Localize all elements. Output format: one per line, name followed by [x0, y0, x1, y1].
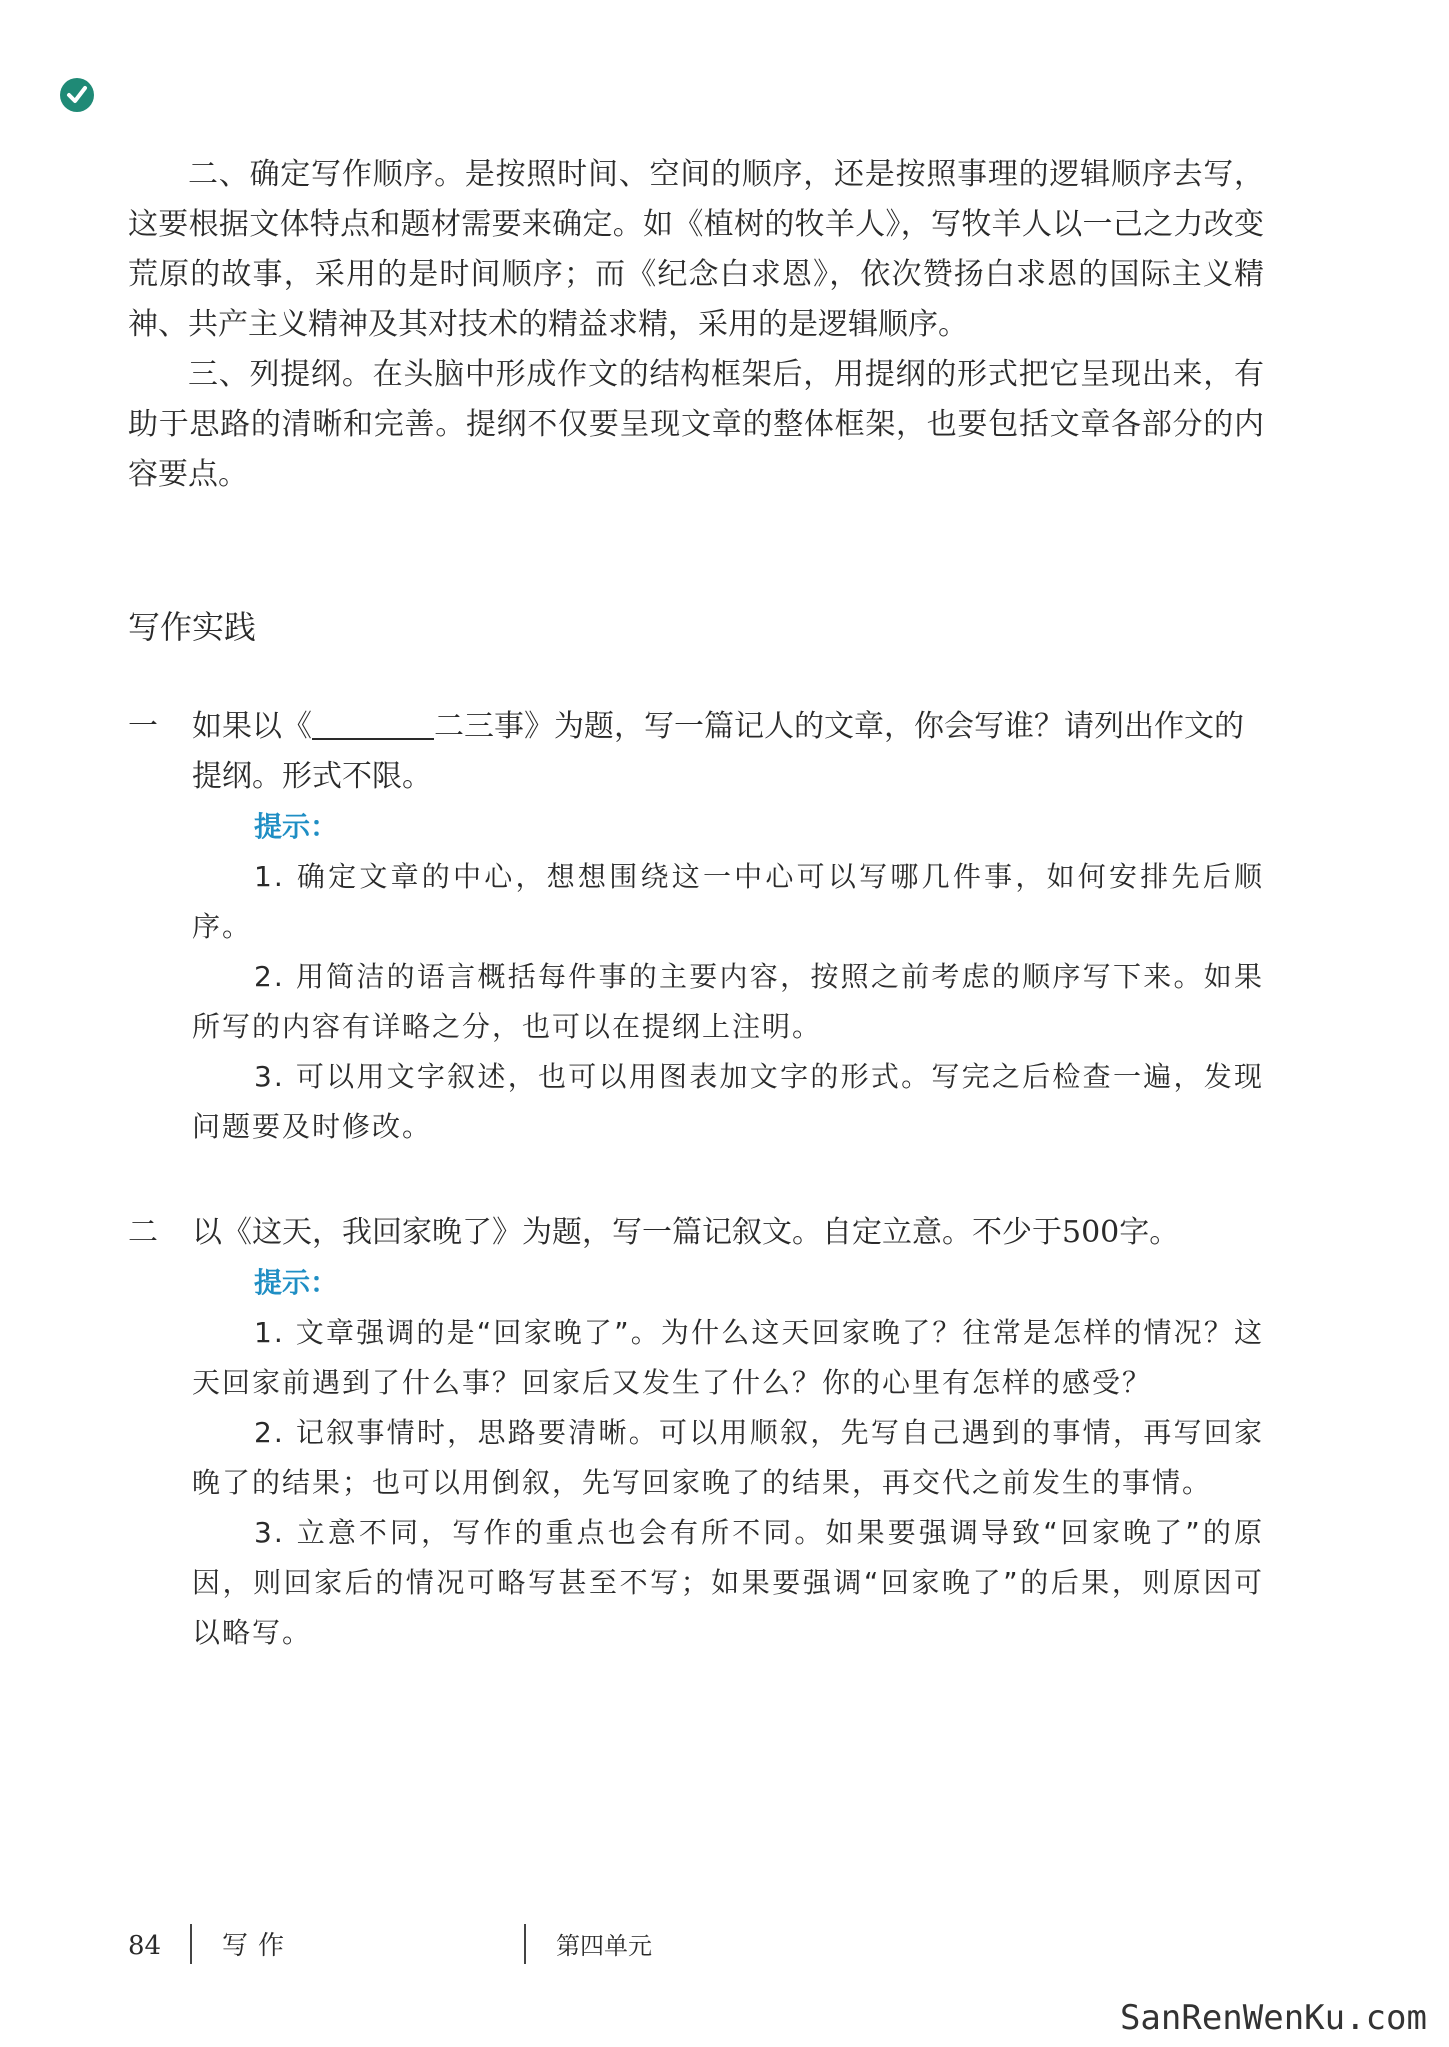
watermark: SanRenWenKu.com — [1119, 1998, 1427, 2038]
hint-item: 2. 用简洁的语言概括每件事的主要内容，按照之前考虑的顺序写下来。如果所写的内容有详略之分，也可以在提纲上注明。 — [192, 960, 1264, 1043]
paragraph-outline: 三、列提纲。在头脑中形成作文的结构框架后，用提纲的形式把它呈现出来，有助于思路的清晰和完善。提纲不仅要呈现文章的整体框架，也要包括文章各部分的内容要点。 — [128, 357, 1264, 492]
publisher-logo-icon — [60, 78, 94, 112]
intro-text — [128, 150, 1264, 500]
exercise-one — [128, 702, 1264, 1152]
hint-item: 3. 可以用文字叙述，也可以用图表加文字的形式。写完之后检查一遍，发现问题要及时修改。 — [192, 1060, 1264, 1143]
section-heading: 写作实践 — [128, 608, 257, 646]
prompt-text: 二三事》为题，写一篇记人的文章，你会写谁？请列出作文的提纲。形式不限。 — [192, 709, 1244, 794]
exercise-number: 一 — [128, 709, 158, 744]
exercise-prompt: 以《这天，我回家晚了》为题，写一篇记叙文。自定立意。不少于500字。 — [192, 1215, 1180, 1250]
exercise-number: 二 — [128, 1215, 158, 1250]
hint-label: 提示： — [254, 810, 339, 843]
hint-item: 1. 文章强调的是“回家晚了”。为什么这天回家晚了？往常是怎样的情况？这天回家前遇到了什么事？回家后又发生了什么？你的心里有怎样的感受？ — [192, 1316, 1264, 1399]
exercise-prompt — [192, 702, 1264, 802]
hint-item: 3. 立意不同，写作的重点也会有所不同。如果要强调导致“回家晚了”的原因，则回家后的情况可略写甚至不写；如果要强调“回家晚了”的后果，则原因可以略写。 — [192, 1516, 1264, 1649]
page-number: 84 — [128, 1931, 162, 1961]
hint-item: 1. 确定文章的中心，想想围绕这一中心可以写哪几件事，如何安排先后顺序。 — [192, 860, 1264, 943]
paragraph-order: 二、确定写作顺序。是按照时间、空间的顺序，还是按照事理的逻辑顺序去写，这要根据文体特点和题材需要来确定。如《植树的牧羊人》，写牧羊人以一己之力改变荒原的故事，采用的是时间顺序；而《纪念白求恩》，依次赞扬白求恩的国际主义精神、共产主义精神及其对技术的精益求精，采用的是逻辑顺序。 — [128, 157, 1264, 342]
footer-divider — [524, 1924, 526, 1964]
footer-divider — [190, 1924, 192, 1964]
footer-section: 写作 — [222, 1931, 295, 1961]
prompt-text: 如果以《 — [192, 709, 312, 744]
hint-label: 提示： — [254, 1266, 339, 1299]
hint-item: 2. 记叙事情时，思路要清晰。可以用顺叙，先写自己遇到的事情，再写回家晚了的结果；也可以用倒叙，先写回家晚了的结果，再交代之前发生的事情。 — [192, 1416, 1264, 1499]
fill-blank — [312, 708, 434, 740]
footer-unit: 第四单元 — [556, 1932, 652, 1960]
exercise-two — [128, 1208, 1264, 1658]
